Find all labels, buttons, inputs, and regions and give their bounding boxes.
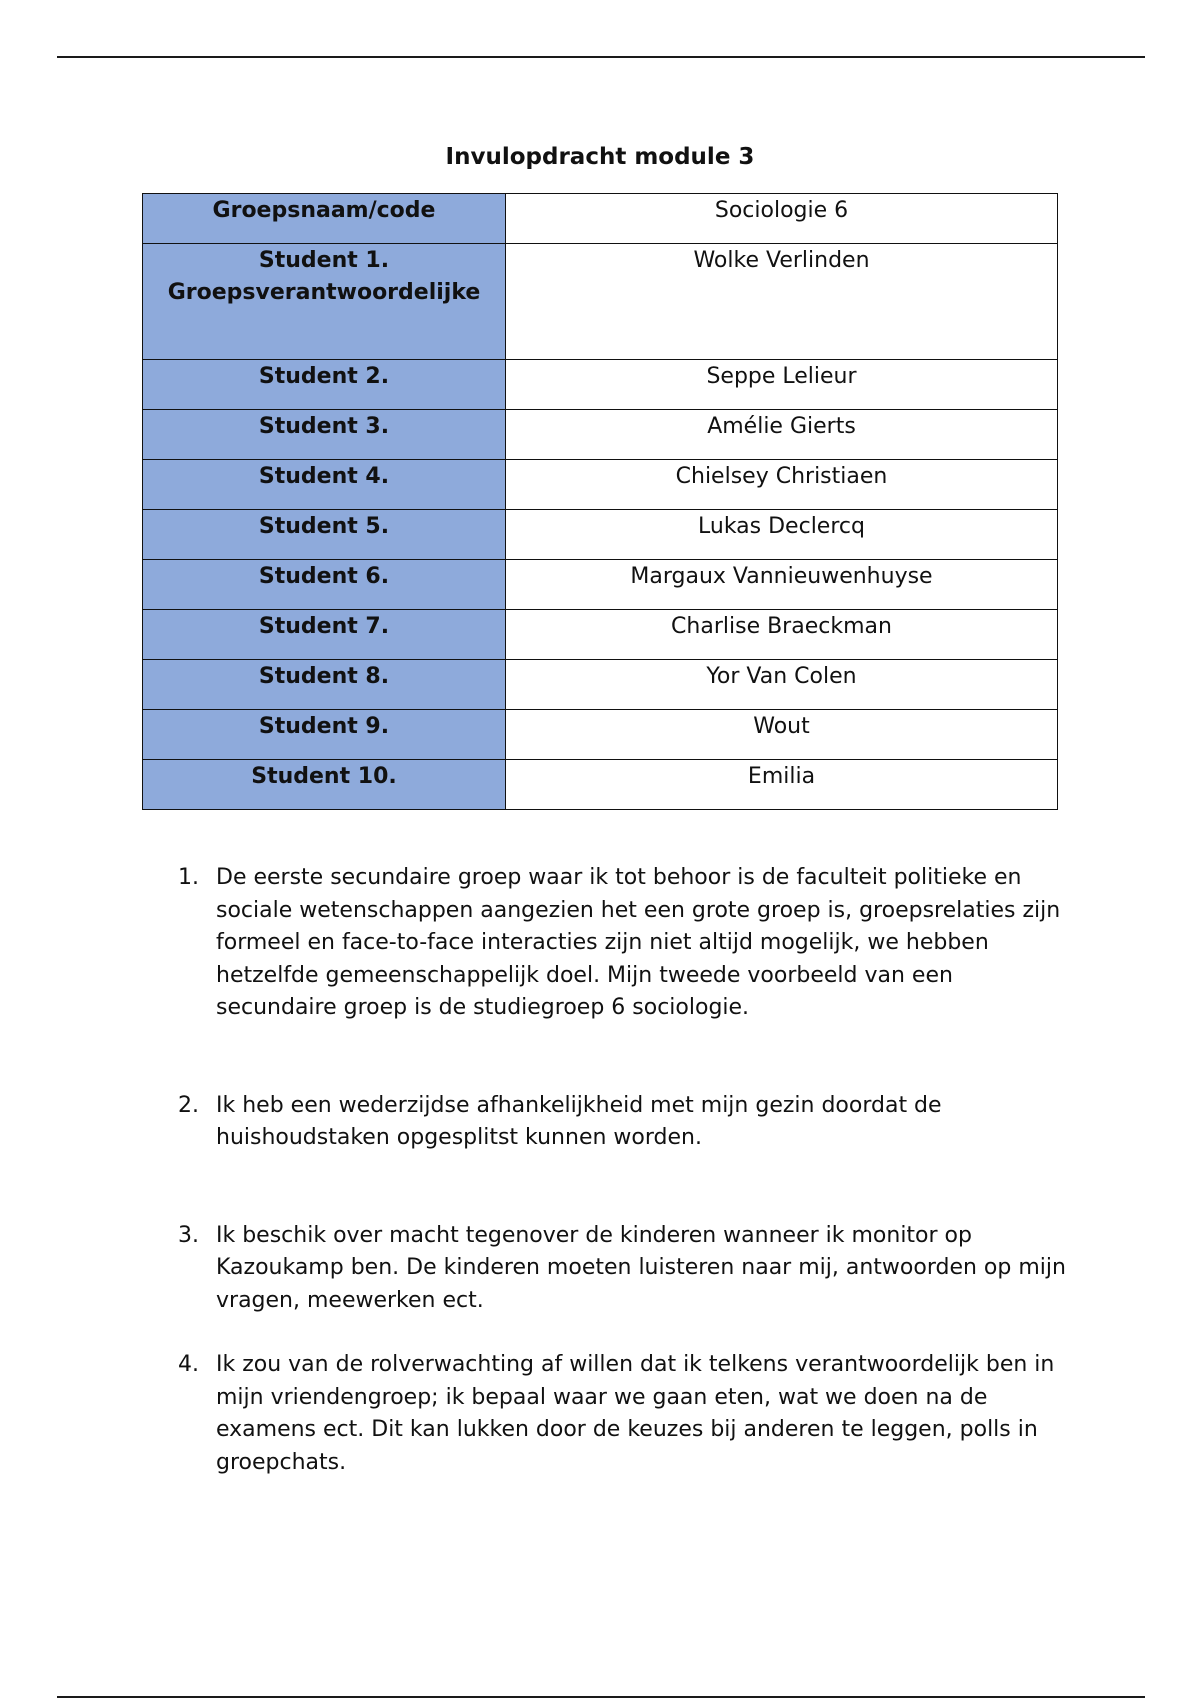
table-row bbox=[143, 194, 1058, 244]
table-row bbox=[143, 460, 1058, 510]
row-label: Student 10. bbox=[143, 760, 506, 810]
row-label: Student 7. bbox=[143, 610, 506, 660]
group-table bbox=[142, 193, 1058, 810]
list-item bbox=[174, 1349, 1074, 1479]
header-rule bbox=[57, 56, 1145, 58]
row-value: Lukas Declercq bbox=[506, 510, 1058, 560]
table-row bbox=[143, 660, 1058, 710]
list-item-number: 4. bbox=[178, 1352, 199, 1377]
row-value: Sociologie 6 bbox=[506, 194, 1058, 244]
row-value: Wolke Verlinden bbox=[506, 244, 1058, 360]
table-row bbox=[143, 560, 1058, 610]
row-label: Student 8. bbox=[143, 660, 506, 710]
table-row bbox=[143, 710, 1058, 760]
row-value: Amélie Gierts bbox=[506, 410, 1058, 460]
list-item bbox=[174, 862, 1074, 1025]
list-item-text: Ik beschik over macht tegenover de kinderen wanneer ik monitor op Kazoukamp ben. De kinderen moeten luisteren naar mij, antwoorden op mijn vragen, meewerken ect. bbox=[216, 1222, 1066, 1313]
list-item-text: De eerste secundaire groep waar ik tot behoor is de faculteit politieke en sociale wetenschappen aangezien het een grote groep is, groepsrelaties zijn formeel en face-to-face interacties zijn niet altijd mogelijk, we hebben hetzelfde gemeenschappelijk doel. Mijn tweede voorbeeld van een secundaire groep is de studiegroep 6 sociologie. bbox=[216, 865, 1061, 1020]
list-item-text: Ik zou van de rolverwachting af willen dat ik telkens verantwoordelijk ben in mijn vriendengroep; ik bepaal waar we gaan eten, wat we doen na de examens ect. Dit kan lukken door de keuzes bij anderen te leggen, polls in groepchats. bbox=[216, 1352, 1055, 1475]
list-item bbox=[174, 1090, 1074, 1155]
row-value: Margaux Vannieuwenhuyse bbox=[506, 560, 1058, 610]
row-label: Groepsnaam/code bbox=[143, 194, 506, 244]
row-label: Student 3. bbox=[143, 410, 506, 460]
list-item-number: 1. bbox=[178, 865, 199, 890]
table-row bbox=[143, 510, 1058, 560]
table-row bbox=[143, 244, 1058, 360]
table-row bbox=[143, 410, 1058, 460]
list-item-number: 3. bbox=[178, 1222, 199, 1248]
row-label: Student 6. bbox=[143, 560, 506, 610]
row-value: Emilia bbox=[506, 760, 1058, 810]
table-row bbox=[143, 610, 1058, 660]
list-item-text: Ik heb een wederzijdse afhankelijkheid met mijn gezin doordat de huishoudstaken opgesplitst kunnen worden. bbox=[216, 1092, 942, 1150]
footer-rule bbox=[57, 1696, 1145, 1698]
row-value: Seppe Lelieur bbox=[506, 360, 1058, 410]
answer-list bbox=[174, 862, 1074, 1479]
row-value: Yor Van Colen bbox=[506, 660, 1058, 710]
row-value: Chielsey Christiaen bbox=[506, 460, 1058, 510]
list-item bbox=[174, 1220, 1074, 1318]
table-row bbox=[143, 360, 1058, 410]
list-item-number: 2. bbox=[178, 1092, 199, 1118]
row-value: Charlise Braeckman bbox=[506, 610, 1058, 660]
table-row bbox=[143, 760, 1058, 810]
row-label: Student 1. Groepsverantwoordelijke bbox=[143, 244, 506, 360]
document-title: Invulopdracht module 3 bbox=[445, 144, 755, 170]
row-label: Student 5. bbox=[143, 510, 506, 560]
row-label: Student 2. bbox=[143, 360, 506, 410]
row-label: Student 9. bbox=[143, 710, 506, 760]
row-label: Student 4. bbox=[143, 460, 506, 510]
row-value: Wout bbox=[506, 710, 1058, 760]
